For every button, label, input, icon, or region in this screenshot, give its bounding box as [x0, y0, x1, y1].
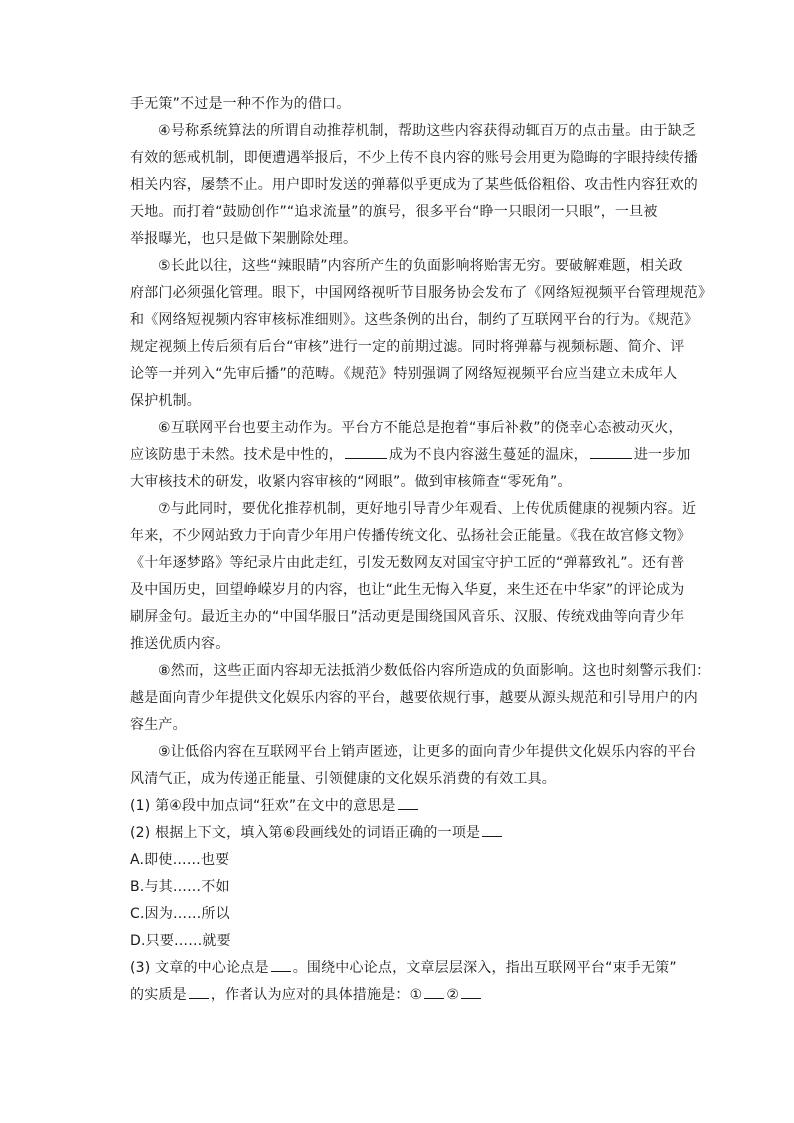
- fill-blank-1: [345, 444, 387, 459]
- answer-blank: [424, 984, 444, 999]
- document-body: [130, 91, 713, 1009]
- text-line: 天地。而打着“鼓励创作”“追求流量”的旗号，很多平台“睁一只眼闭一只眼”，一旦被: [130, 204, 658, 220]
- question-text: (3) 文章的中心论点是: [130, 960, 269, 976]
- text-line: 风清气正，成为传递正能量、引领健康的文化娱乐消费的有效工具。: [130, 771, 556, 787]
- paragraph-7: [130, 496, 700, 658]
- text-line: 府部门必须强化管理。眼下，中国网络视听节目服务协会发布了《网络短视频平台管理规范》: [130, 285, 713, 301]
- text-line: 及中国历史，回望峥嵘岁月的内容，也让“此生无悔入华夏，来生还在中华家”的评论成为: [130, 582, 685, 598]
- question-line: [130, 793, 700, 820]
- question-text: ，作者认为应对的具体措施是：①: [210, 987, 423, 1003]
- paragraph-6: [130, 415, 700, 496]
- text-line: 保护机制。: [130, 393, 201, 409]
- text-segment: 进一步加: [633, 447, 691, 463]
- question-text: 的实质是: [130, 987, 187, 1003]
- paragraph-4: [130, 118, 700, 253]
- text-line: 刷屏金句。最近主办的“中国华服日”活动更是围绕国风音乐、汉服、传统戏曲等向青少年: [130, 609, 685, 625]
- paragraph-8: [130, 658, 711, 739]
- question-line: [130, 982, 700, 1009]
- text-line: 相关内容，屡禁不止。用户即时发送的弹幕似乎更成为了某些低俗粗俗、攻击性内容狂欢的: [130, 177, 698, 193]
- text-line: ⑦与此同时，要优化推荐机制，更好地引导青少年观看、上传优质健康的视频内容。近: [158, 501, 697, 517]
- answer-blank: [271, 957, 291, 972]
- question-3: [130, 955, 700, 1009]
- question-text: 。围绕中心论点，文章层层深入，指出互联网平台“束手无策”: [292, 960, 677, 976]
- question-text: ②: [446, 987, 460, 1003]
- answer-blank: [398, 795, 418, 810]
- answer-blank: [482, 822, 502, 837]
- question-line: [130, 955, 700, 982]
- text-line: 论等一并列入“先审后播”的范畴。《规范》特别强调了网络短视频平台应当建立未成年人: [130, 366, 678, 382]
- paragraph-3-tail: 手无策”不过是一种不作为的借口。: [130, 96, 351, 112]
- text-line: 容生产。: [130, 717, 187, 733]
- text-segment: 应该防患于未然。技术是中性的，: [130, 447, 343, 463]
- option-d: D.只要……就要: [130, 933, 231, 949]
- text-line: 推送优质内容。: [130, 636, 230, 652]
- answer-blank: [189, 984, 209, 999]
- option-c: C.因为……所以: [130, 906, 230, 922]
- text-line: 大审核技术的研发，收紧内容审核的“网眼”。做到审核筛查“零死角”。: [130, 474, 572, 490]
- question-2: [130, 820, 700, 955]
- text-line: 《十年逐梦路》等纪录片由此走红，引发无数网友对国宝守护工匠的“弹幕致礼”。还有普: [130, 555, 685, 571]
- text-line: 和《网络短视频内容审核标准细则》。这些条例的出台，制约了互联网平台的行为。《规范》: [130, 312, 699, 328]
- text-line: 年来，不少网站致力于向青少年用户传播传统文化、弘扬社会正能量。《我在故宫修文物》: [130, 528, 691, 544]
- question-text: (1) 第④段中加点词“狂欢”在文中的意思是: [130, 798, 396, 814]
- text-line: 有效的惩戒机制，即便遭遇举报后，不少上传不良内容的账号会用更为隐晦的字眼持续传播: [130, 150, 698, 166]
- fill-blank-2: [590, 444, 632, 459]
- text-line: 越是面向青少年提供文化娱乐内容的平台，越要依规行事，越要从源头规范和引导用户的内: [130, 690, 698, 706]
- text-line-with-blanks: [130, 442, 700, 469]
- paragraph-9: [130, 739, 700, 793]
- text-line: ⑥互联网平台也要主动作为。平台方不能总是抱着“事后补救”的侥幸心态被动灭火，: [158, 420, 683, 436]
- option-b: B.与其……不如: [130, 879, 230, 895]
- text-line: 规定视频上传后须有后台“审核”进行一定的前期过滤。同时将弹幕与视频标题、简介、评: [130, 339, 685, 355]
- text-line: ④号称系统算法的所谓自动推荐机制，帮助这些内容获得动辄百万的点击量。由于缺乏: [158, 123, 697, 139]
- paragraph-5: [130, 253, 713, 415]
- question-line: [130, 820, 700, 847]
- question-text: (2) 根据上下文，填入第⑥段画线处的词语正确的一项是: [130, 825, 481, 841]
- text-line: ⑤长此以往，这些“辣眼睛”内容所产生的负面影响将贻害无穷。要破解难题，相关政: [158, 258, 683, 274]
- text-line: ⑧然而，这些正面内容却无法抵消少数低俗内容所造成的负面影响。这也时刻警示我们：: [158, 663, 711, 679]
- question-1: [130, 793, 700, 820]
- text-line: 举报曝光，也只是做下架删除处理。: [130, 231, 358, 247]
- option-a: A.即使……也要: [130, 852, 230, 868]
- text-segment: 成为不良内容滋生蔓延的温床，: [389, 447, 588, 463]
- answer-blank: [461, 984, 481, 999]
- text-line: ⑨让低俗内容在互联网平台上销声匿迹，让更多的面向青少年提供文化娱乐内容的平台: [158, 744, 697, 760]
